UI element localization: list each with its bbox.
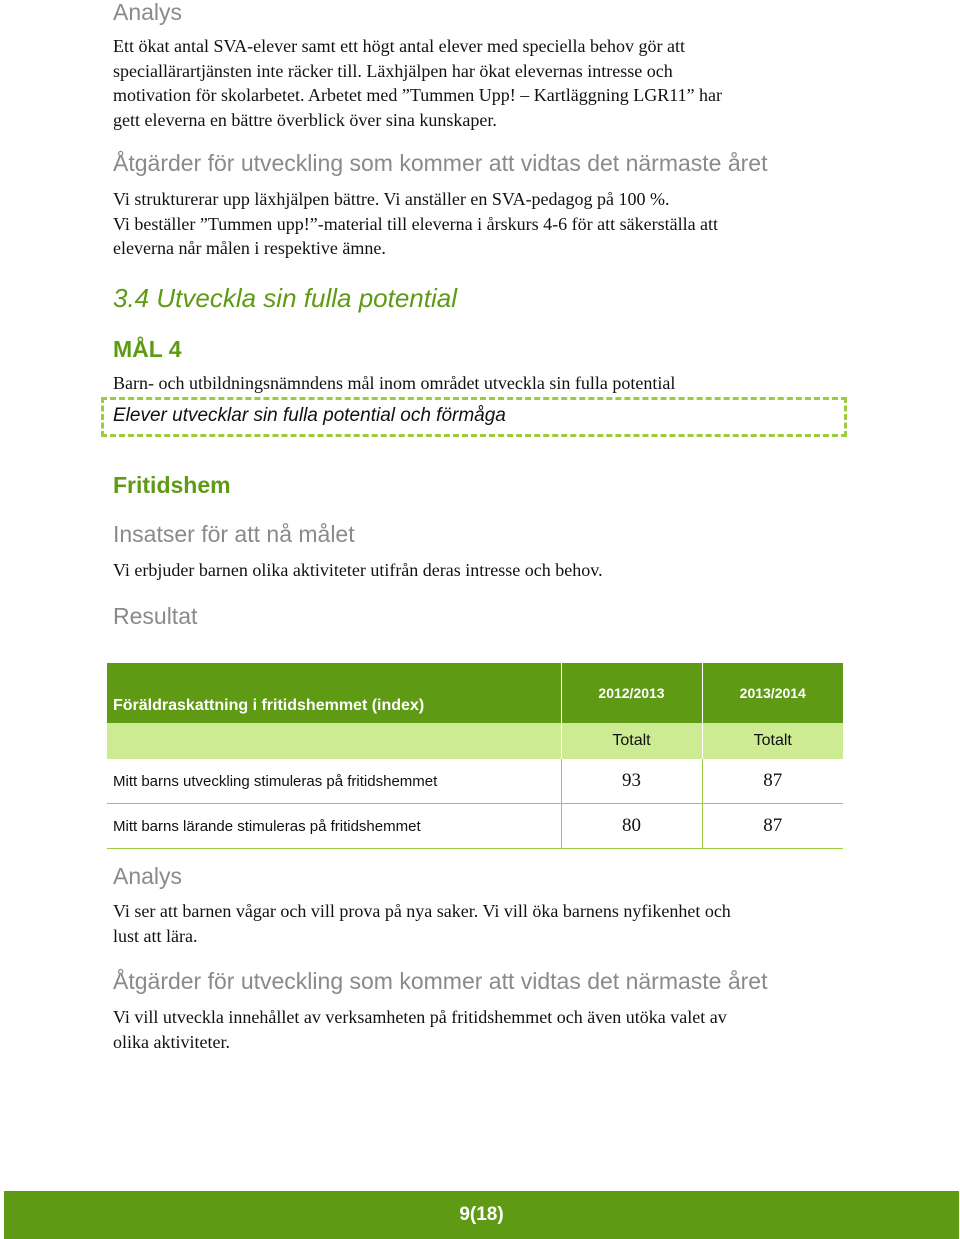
text-line: speciallärartjänsten inte räcker till. Läxhjälpen har ökat elevernas intresse och [113,60,673,81]
text-line: lust att lära. [113,925,198,946]
table-cell: 80 [561,804,702,849]
board-goal: Barn- och utbildningsnämndens mål inom området utveckla sin fulla potential [113,373,676,393]
text-line: Vi ser att barnen vågar och vill prova på nya saker. Vi vill öka barnens nyfikenhet och [113,901,731,921]
atgarder-heading: Åtgärder för utveckling som kommer att vidtas det närmaste året [113,150,768,176]
dashed-goal-text: Elever utvecklar sin fulla potential och förmåga [113,405,506,426]
table-header-row [107,663,843,723]
text-line: gett eleverna en bättre överblick över sina kunskaper. [113,109,497,130]
table-year-header: 2012/2013 [561,663,702,723]
text-line: eleverna når målen i respektive ämne. [113,238,386,258]
table-cell: 93 [561,759,702,804]
table-row [107,759,843,804]
section-number: 3.4 [113,283,150,313]
atgarder-paragraph [113,187,853,261]
atgarder-heading: Åtgärder för utveckling som kommer att vidtas det närmaste året [113,968,768,994]
table-row-label: Mitt barns lärande stimuleras på fritidshemmet [107,804,561,849]
analys-paragraph [113,34,853,132]
goal-label: MÅL 4 [113,336,182,362]
table-subheader: Totalt [561,723,702,759]
text-line: Vi strukturerar upp läxhjälpen bättre. Vi anställer en SVA-pedagog på 100 %. [113,189,670,209]
section-name: Utveckla sin fulla potential [156,283,457,313]
table-cell: 87 [702,804,843,849]
table-row-label: Mitt barns utveckling stimuleras på fritidshemmet [107,759,561,804]
insatser-heading: Insatser för att nå målet [113,521,355,547]
table-subheader-empty [107,723,561,759]
table-subheader: Totalt [702,723,843,759]
text-line: Vi vill utveckla innehållet av verksamheten på fritidshemmet och även utöka valet av [113,1007,727,1027]
table-cell: 87 [702,759,843,804]
page-footer [4,1191,959,1239]
results-table [107,663,843,849]
text-line: olika aktiviteter. [113,1031,230,1052]
text-line: Vi beställer ”Tummen upp!”-material till eleverna i årskurs 4-6 för att säkerställa att [113,213,719,234]
atgarder-paragraph [113,1005,853,1054]
section-title [113,282,457,314]
text-line: motivation för skolarbetet. Arbetet med ”Tummen Upp! – Kartläggning LGR11” har [113,85,723,105]
table-header-label: Föräldraskattning i fritidshemmet (index) [107,663,561,723]
fritidshem-heading: Fritidshem [113,472,231,498]
table-row [107,804,843,849]
analys-paragraph [113,899,853,948]
analys-heading: Analys [113,863,183,889]
text-line: Ett ökat antal SVA-elever samt ett högt antal elever med speciella behov gör att [113,36,685,56]
analys-heading: Analys [113,0,183,25]
page-number: 9(18) [459,1204,504,1225]
table-year-header: 2013/2014 [702,663,843,723]
insatser-text: Vi erbjuder barnen olika aktiviteter utifrån deras intresse och behov. [113,560,603,580]
resultat-heading: Resultat [113,603,198,629]
table-subheader-row [107,723,843,759]
